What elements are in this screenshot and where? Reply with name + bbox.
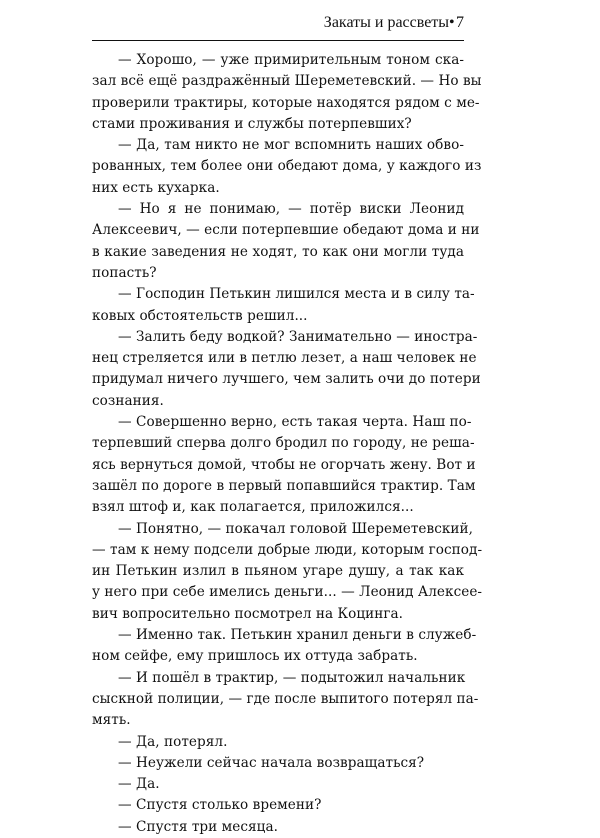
- text-line: зал всё ещё раздражённый Шереметевский. — Но вы: [92, 73, 482, 90]
- text-line: — Да.: [118, 776, 160, 793]
- text-line: — Спустя три месяца.: [118, 818, 278, 835]
- paragraph: [92, 625, 477, 668]
- text-line: вич вопросительно посмотрел на Коцинга.: [92, 605, 404, 622]
- paragraph: [92, 135, 482, 199]
- paragraph: [92, 668, 479, 732]
- text-line: — Понятно, — покачал головой Шереметевский,: [118, 520, 473, 537]
- text-line: Алексеевич, — если потерпевшие обедают дома и ни: [92, 222, 480, 239]
- text-line: — Залить беду водкой? Занимательно — иностра-: [118, 328, 478, 345]
- text-line: у него при себе имелись деньги... — Леонид Алексее-: [92, 584, 483, 601]
- text-line: — Но я не понимаю, — потёр виски Леонид: [118, 201, 464, 218]
- text-line: — Совершенно верно, есть такая черта. Наш по-: [118, 414, 472, 431]
- running-head: [324, 14, 464, 32]
- text-line: нец стреляется или в петлю лезет, а наш человек не: [92, 350, 477, 367]
- paragraph: [92, 50, 482, 135]
- text-line: — там к нему подсели добрые люди, которым господ-: [92, 541, 483, 558]
- paragraph: [92, 199, 480, 284]
- paragraph: [92, 753, 464, 774]
- text-line: ном сейфе, ему пришлось их оттуда забрать.: [92, 648, 418, 665]
- text-line: — Именно так. Петькин хранил деньги в служеб-: [118, 627, 477, 644]
- text-line: в какие заведения не ходят, то как они могли туда: [92, 243, 464, 260]
- text-line: рованных, тем более они обедают дома, у каждого из: [92, 158, 482, 175]
- text-line: — Хорошо, — уже примирительным тоном ска-: [118, 52, 464, 68]
- text-line: проверили трактиры, которые находятся рядом с ме-: [92, 94, 480, 111]
- paragraph: [92, 795, 464, 816]
- text-line: взял штоф и, как полагается, приложился...: [92, 499, 414, 516]
- text-line: них есть кухарка.: [92, 179, 220, 196]
- text-line: терпевший сперва долго бродил по городу, не реша-: [92, 435, 475, 452]
- text-line: — Господин Петькин лишился места и в силу та-: [118, 286, 475, 303]
- running-head-title: Закаты и рассветы: [323, 14, 450, 31]
- paragraph: [92, 774, 464, 795]
- text-line: сыскной полиции, — где после выпитого потерял па-: [92, 690, 479, 707]
- paragraph: [92, 519, 483, 625]
- text-line: придумал ничего лучшего, чем залить очи до потери: [92, 371, 481, 388]
- text-line: — Да, потерял.: [118, 733, 228, 750]
- running-head-separator: •: [449, 14, 455, 31]
- text-line: сознания.: [92, 392, 164, 409]
- paragraph: [92, 327, 481, 412]
- text-line: зашёл по дороге в первый попавшийся трактир. Там: [92, 477, 476, 494]
- text-line: попасть?: [92, 264, 157, 281]
- paragraph: [92, 817, 464, 838]
- paragraph: [92, 284, 475, 327]
- text-line: ин Петькин излил в пьяном угаре душу, а так как: [92, 563, 464, 580]
- page-number: 7: [456, 14, 464, 31]
- text-line: — Неужели сейчас начала возвращаться?: [118, 754, 425, 771]
- text-line: мять.: [92, 712, 131, 729]
- body-text: [92, 50, 483, 838]
- header-rule: [92, 40, 464, 41]
- text-line: — И пошёл в трактир, — подытожил начальник: [118, 669, 466, 686]
- text-line: — Спустя столько времени?: [118, 797, 322, 814]
- text-line: — Да, там никто не мог вспомнить наших обво-: [118, 137, 464, 154]
- text-line: ковых обстоятельств решил...: [92, 307, 308, 324]
- text-line: стами проживания и службы потерпевших?: [92, 115, 412, 132]
- paragraph: [92, 412, 476, 518]
- text-line: ясь вернуться домой, чтобы не огорчать жену. Вот и: [92, 456, 476, 473]
